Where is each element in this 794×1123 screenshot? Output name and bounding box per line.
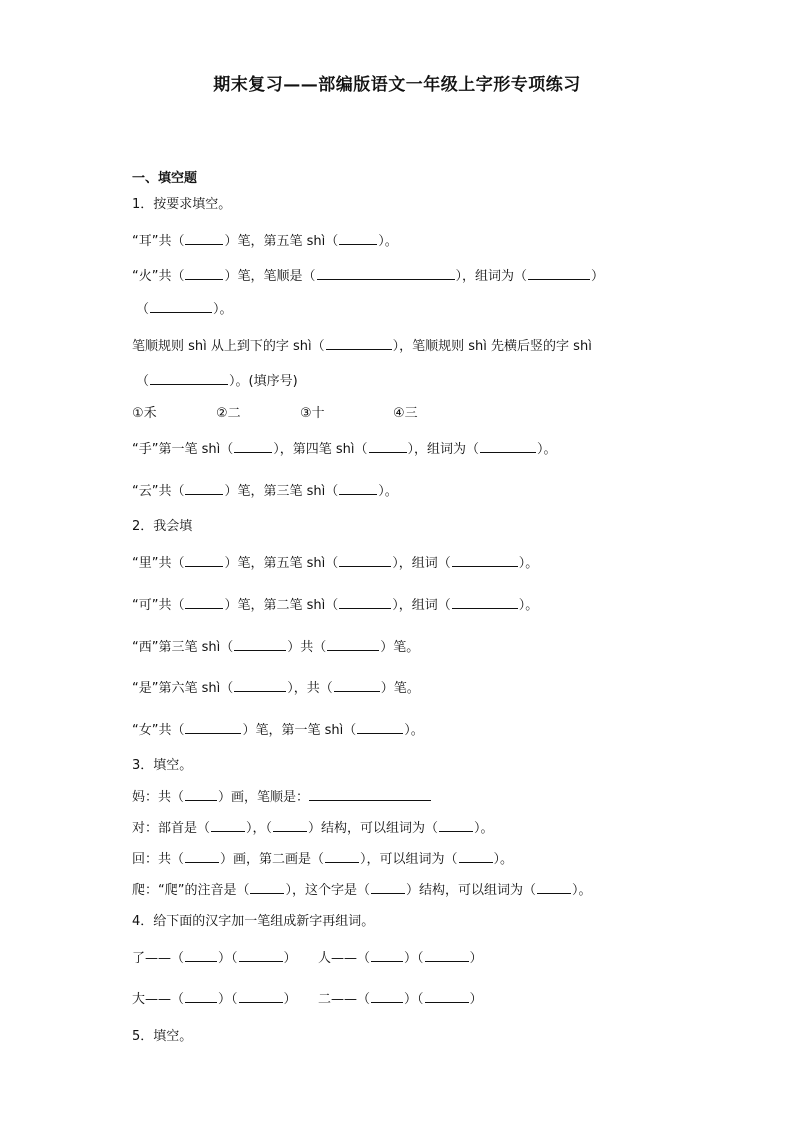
question-4-heading: 4．给下面的汉字加一笔组成新字再组词。 <box>132 914 375 929</box>
q3-line-3: 回：共（ ）画，第二画是（ ），可以组词为（ ）。 <box>132 852 514 867</box>
answer-blank[interactable] <box>317 267 455 280</box>
answer-blank[interactable] <box>185 949 217 962</box>
answer-blank[interactable] <box>528 267 590 280</box>
answer-blank[interactable] <box>185 788 217 801</box>
answer-blank[interactable] <box>185 990 217 1003</box>
q2-line-1: “里”共（ ）笔，第五笔 shì（ ），组词（ ）。 <box>132 556 539 571</box>
answer-blank[interactable] <box>371 990 403 1003</box>
answer-blank[interactable] <box>239 990 283 1003</box>
q3-line-4: 爬：“爬”的注音是（ ），这个字是（ ）结构，可以组词为（ ）。 <box>132 883 592 898</box>
answer-blank[interactable] <box>339 482 377 495</box>
q2-line-2: “可”共（ ）笔，第二笔 shì（ ），组词（ ）。 <box>132 598 539 613</box>
answer-blank[interactable] <box>150 372 228 385</box>
answer-blank[interactable] <box>185 267 223 280</box>
answer-blank[interactable] <box>185 850 219 863</box>
q4-item-1: 了——（ ）（ ） <box>132 951 297 966</box>
answer-blank[interactable] <box>273 819 307 832</box>
q3-line-2: 对：部首是（ ），（ ）结构，可以组词为（ ）。 <box>132 821 494 836</box>
answer-blank[interactable] <box>234 440 272 453</box>
q4-item-4: 二——（ ）（ ） <box>318 992 483 1007</box>
q3-line-1: 妈：共（ ）画，笔顺是： <box>132 786 431 805</box>
q1-line-5: （ ）。(填序号) <box>136 374 298 389</box>
q2-line-5: “女”共（ ）笔，第一笔 shì（ ）。 <box>132 723 424 738</box>
answer-blank[interactable] <box>211 819 245 832</box>
answer-blank[interactable] <box>339 554 391 567</box>
answer-blank[interactable] <box>185 721 241 734</box>
q1-option-4: ④三 <box>393 406 418 421</box>
answer-blank[interactable] <box>339 596 391 609</box>
answer-blank[interactable] <box>339 232 377 245</box>
answer-blank[interactable] <box>459 850 493 863</box>
answer-underline[interactable] <box>309 787 431 801</box>
answer-blank[interactable] <box>425 990 469 1003</box>
q1-line-3: （ ）。 <box>136 302 233 317</box>
question-2-heading: 2．我会填 <box>132 519 193 534</box>
q1-line-1: “耳”共（ ）笔，第五笔 shì（ ）。 <box>132 234 398 249</box>
answer-blank[interactable] <box>185 232 223 245</box>
answer-blank[interactable] <box>480 440 536 453</box>
section-heading: 一、填空题 <box>132 171 198 186</box>
answer-blank[interactable] <box>357 721 403 734</box>
q2-line-4: “是”第六笔 shì（ ），共（ ）笔。 <box>132 681 420 696</box>
q1-line-4: 笔顺规则 shì 从上到下的字 shì（ ），笔顺规则 shì 先横后竖的字 shì <box>132 339 592 354</box>
q1-line-7: “云”共（ ）笔，第三笔 shì（ ）。 <box>132 484 398 499</box>
q1-option-3: ③十 <box>300 406 325 421</box>
page-title: 期末复习——部编版语文一年级上字形专项练习 <box>213 75 581 95</box>
answer-blank[interactable] <box>452 596 518 609</box>
answer-blank[interactable] <box>371 949 403 962</box>
answer-blank[interactable] <box>371 881 405 894</box>
q1-line-6: “手”第一笔 shì（ ），第四笔 shì（ ），组词为（ ）。 <box>132 442 557 457</box>
answer-blank[interactable] <box>334 679 380 692</box>
question-3-heading: 3．填空。 <box>132 758 193 773</box>
answer-blank[interactable] <box>239 949 283 962</box>
q1-option-2: ②二 <box>216 406 241 421</box>
answer-blank[interactable] <box>439 819 473 832</box>
answer-blank[interactable] <box>537 881 571 894</box>
answer-blank[interactable] <box>185 482 223 495</box>
answer-blank[interactable] <box>452 554 518 567</box>
answer-blank[interactable] <box>326 337 392 350</box>
q2-line-3: “西”第三笔 shì（ ）共（ ）笔。 <box>132 640 420 655</box>
q1-option-1: ①禾 <box>132 406 157 421</box>
answer-blank[interactable] <box>369 440 407 453</box>
answer-blank[interactable] <box>425 949 469 962</box>
answer-blank[interactable] <box>250 881 284 894</box>
answer-blank[interactable] <box>185 596 223 609</box>
answer-blank[interactable] <box>327 638 379 651</box>
q4-item-3: 大——（ ）（ ） <box>132 992 297 1007</box>
answer-blank[interactable] <box>234 638 286 651</box>
question-5-heading: 5．填空。 <box>132 1029 193 1044</box>
q4-item-2: 人——（ ）（ ） <box>318 951 483 966</box>
q1-line-2: “火”共（ ）笔，笔顺是（ ），组词为（ ） <box>132 269 605 284</box>
answer-blank[interactable] <box>234 679 286 692</box>
answer-blank[interactable] <box>185 554 223 567</box>
question-1-heading: 1．按要求填空。 <box>132 197 232 212</box>
answer-blank[interactable] <box>325 850 359 863</box>
answer-blank[interactable] <box>150 300 212 313</box>
